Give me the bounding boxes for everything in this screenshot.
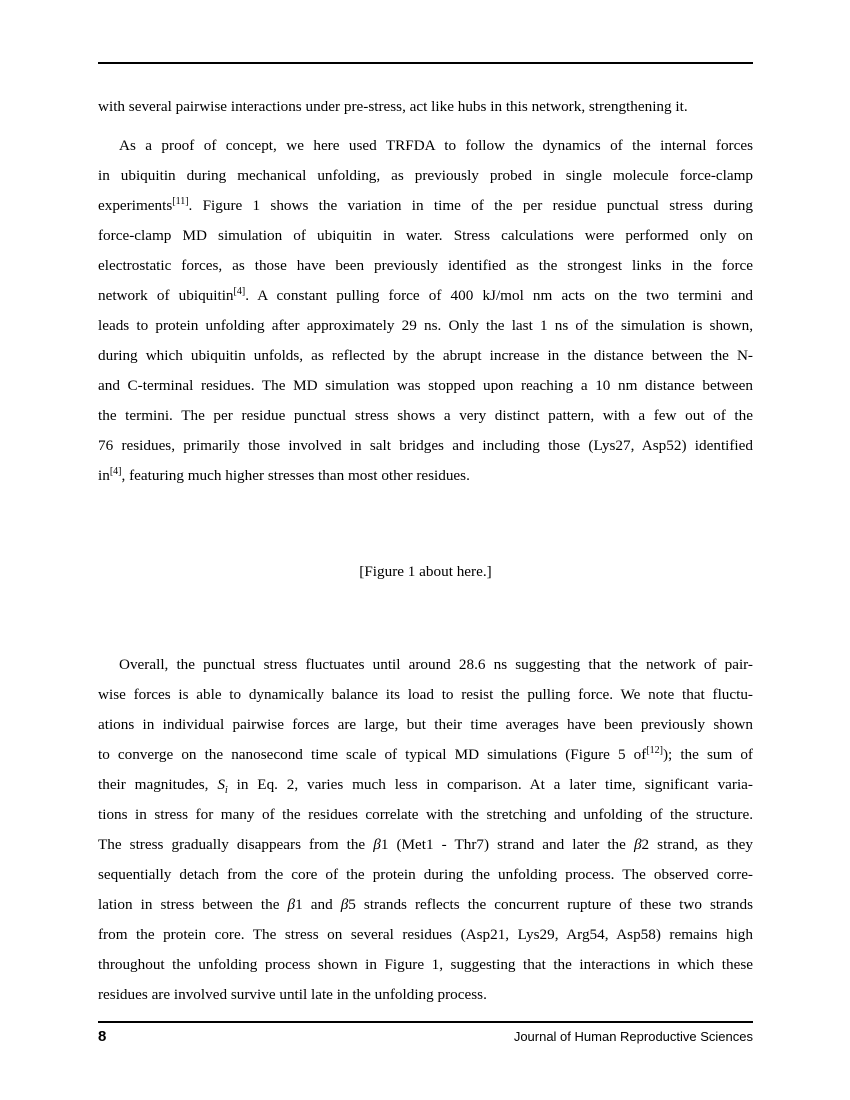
citation-reference: [4] [109, 465, 122, 477]
text-line: Overall, the punctual stress fluctuates until around 28.6 ns suggesting that the network of pair- [119, 656, 753, 673]
math-symbol: S [217, 776, 225, 793]
math-symbol: β [287, 896, 296, 913]
text-line: to converge on the nanosecond time scale of typical MD simulations (Figure 5 of[12]); the sum of [98, 744, 753, 763]
text-line: 76 residues, primarily those involved in salt bridges and including those (Lys27, Asp52) identified [98, 437, 753, 454]
document-body [98, 92, 753, 1010]
citation-reference: [12] [646, 744, 663, 756]
citation-reference: [4] [233, 285, 246, 297]
text-line: ations in individual pairwise forces are large, but their time averages have been previously shown [98, 716, 753, 733]
text-line: leads to protein unfolding after approximately 29 ns. Only the last 1 ns of the simulation is shown, [98, 317, 753, 334]
text-line: network of ubiquitin[4]. A constant pulling force of 400 kJ/mol nm acts on the two termini and [98, 285, 754, 304]
text-line: from the protein core. The stress on several residues (Asp21, Lys29, Arg54, Asp58) remains high [98, 926, 753, 943]
header-rule [98, 62, 753, 64]
text-line: during which ubiquitin unfolds, as reflected by the abrupt increase in the distance between the N- [98, 347, 753, 364]
text-line: lation in stress between the β1 and β5 strands reflects the concurrent rupture of these two strands [98, 896, 753, 913]
page-footer [98, 1028, 753, 1045]
paragraph [98, 131, 753, 491]
math-subscript: i [224, 785, 228, 797]
math-symbol: β [373, 836, 381, 853]
math-symbol: β [633, 836, 642, 853]
text-line: As a proof of concept, we here used TRFDA to follow the dynamics of the internal forces [119, 137, 753, 154]
footer-rule [98, 1021, 753, 1023]
math-symbol: β [340, 896, 349, 913]
journal-name: Journal of Human Reproductive Sciences [513, 1029, 753, 1044]
text-line: with several pairwise interactions under pre-stress, act like hubs in this network, strengthening it. [98, 98, 688, 115]
paragraph [98, 92, 753, 122]
text-line: the termini. The per residue punctual stress shows a very distinct pattern, with a few out of the [98, 407, 753, 424]
text-line: in ubiquitin during mechanical unfolding, as previously probed in single molecule force-clamp [98, 167, 753, 184]
text-line: their magnitudes, $S_i$ in Eq. 2, varies much less in comparison. At a later time, significant varia- [98, 776, 753, 797]
paragraph [98, 650, 753, 1010]
text-line: and C-terminal residues. The MD simulation was stopped upon reaching a 10 nm distance between [98, 377, 753, 394]
text-line: residues are involved survive until late in the unfolding process. [98, 986, 487, 1003]
citation-reference: [11] [172, 195, 189, 207]
text-line: sequentially detach from the core of the protein during the unfolding process. The observed corre- [98, 866, 753, 883]
text-line: wise forces is able to dynamically balance its load to resist the pulling force. We note that fluctu- [98, 686, 753, 703]
text-line: The stress gradually disappears from the β1 (Met1 - Thr7) strand and later the β2 strand, as they [98, 836, 753, 853]
text-line: tions in stress for many of the residues correlate with the stretching and unfolding of the structure. [98, 806, 753, 823]
text-line: electrostatic forces, as those have been previously identified as the strongest links in the force [98, 257, 753, 274]
text-line: in[4], featuring much higher stresses than most other residues. [98, 465, 470, 484]
text-line: force-clamp MD simulation of ubiquitin in water. Stress calculations were performed only on [98, 227, 753, 244]
figure-placeholder: [Figure 1 about here.] [359, 563, 492, 580]
text-line: throughout the unfolding process shown in Figure 1, suggesting that the interactions in which these [98, 956, 753, 973]
page-number: 8 [98, 1028, 107, 1045]
text-line: experiments[11]. Figure 1 shows the variation in time of the per residue punctual stress during [98, 195, 753, 214]
